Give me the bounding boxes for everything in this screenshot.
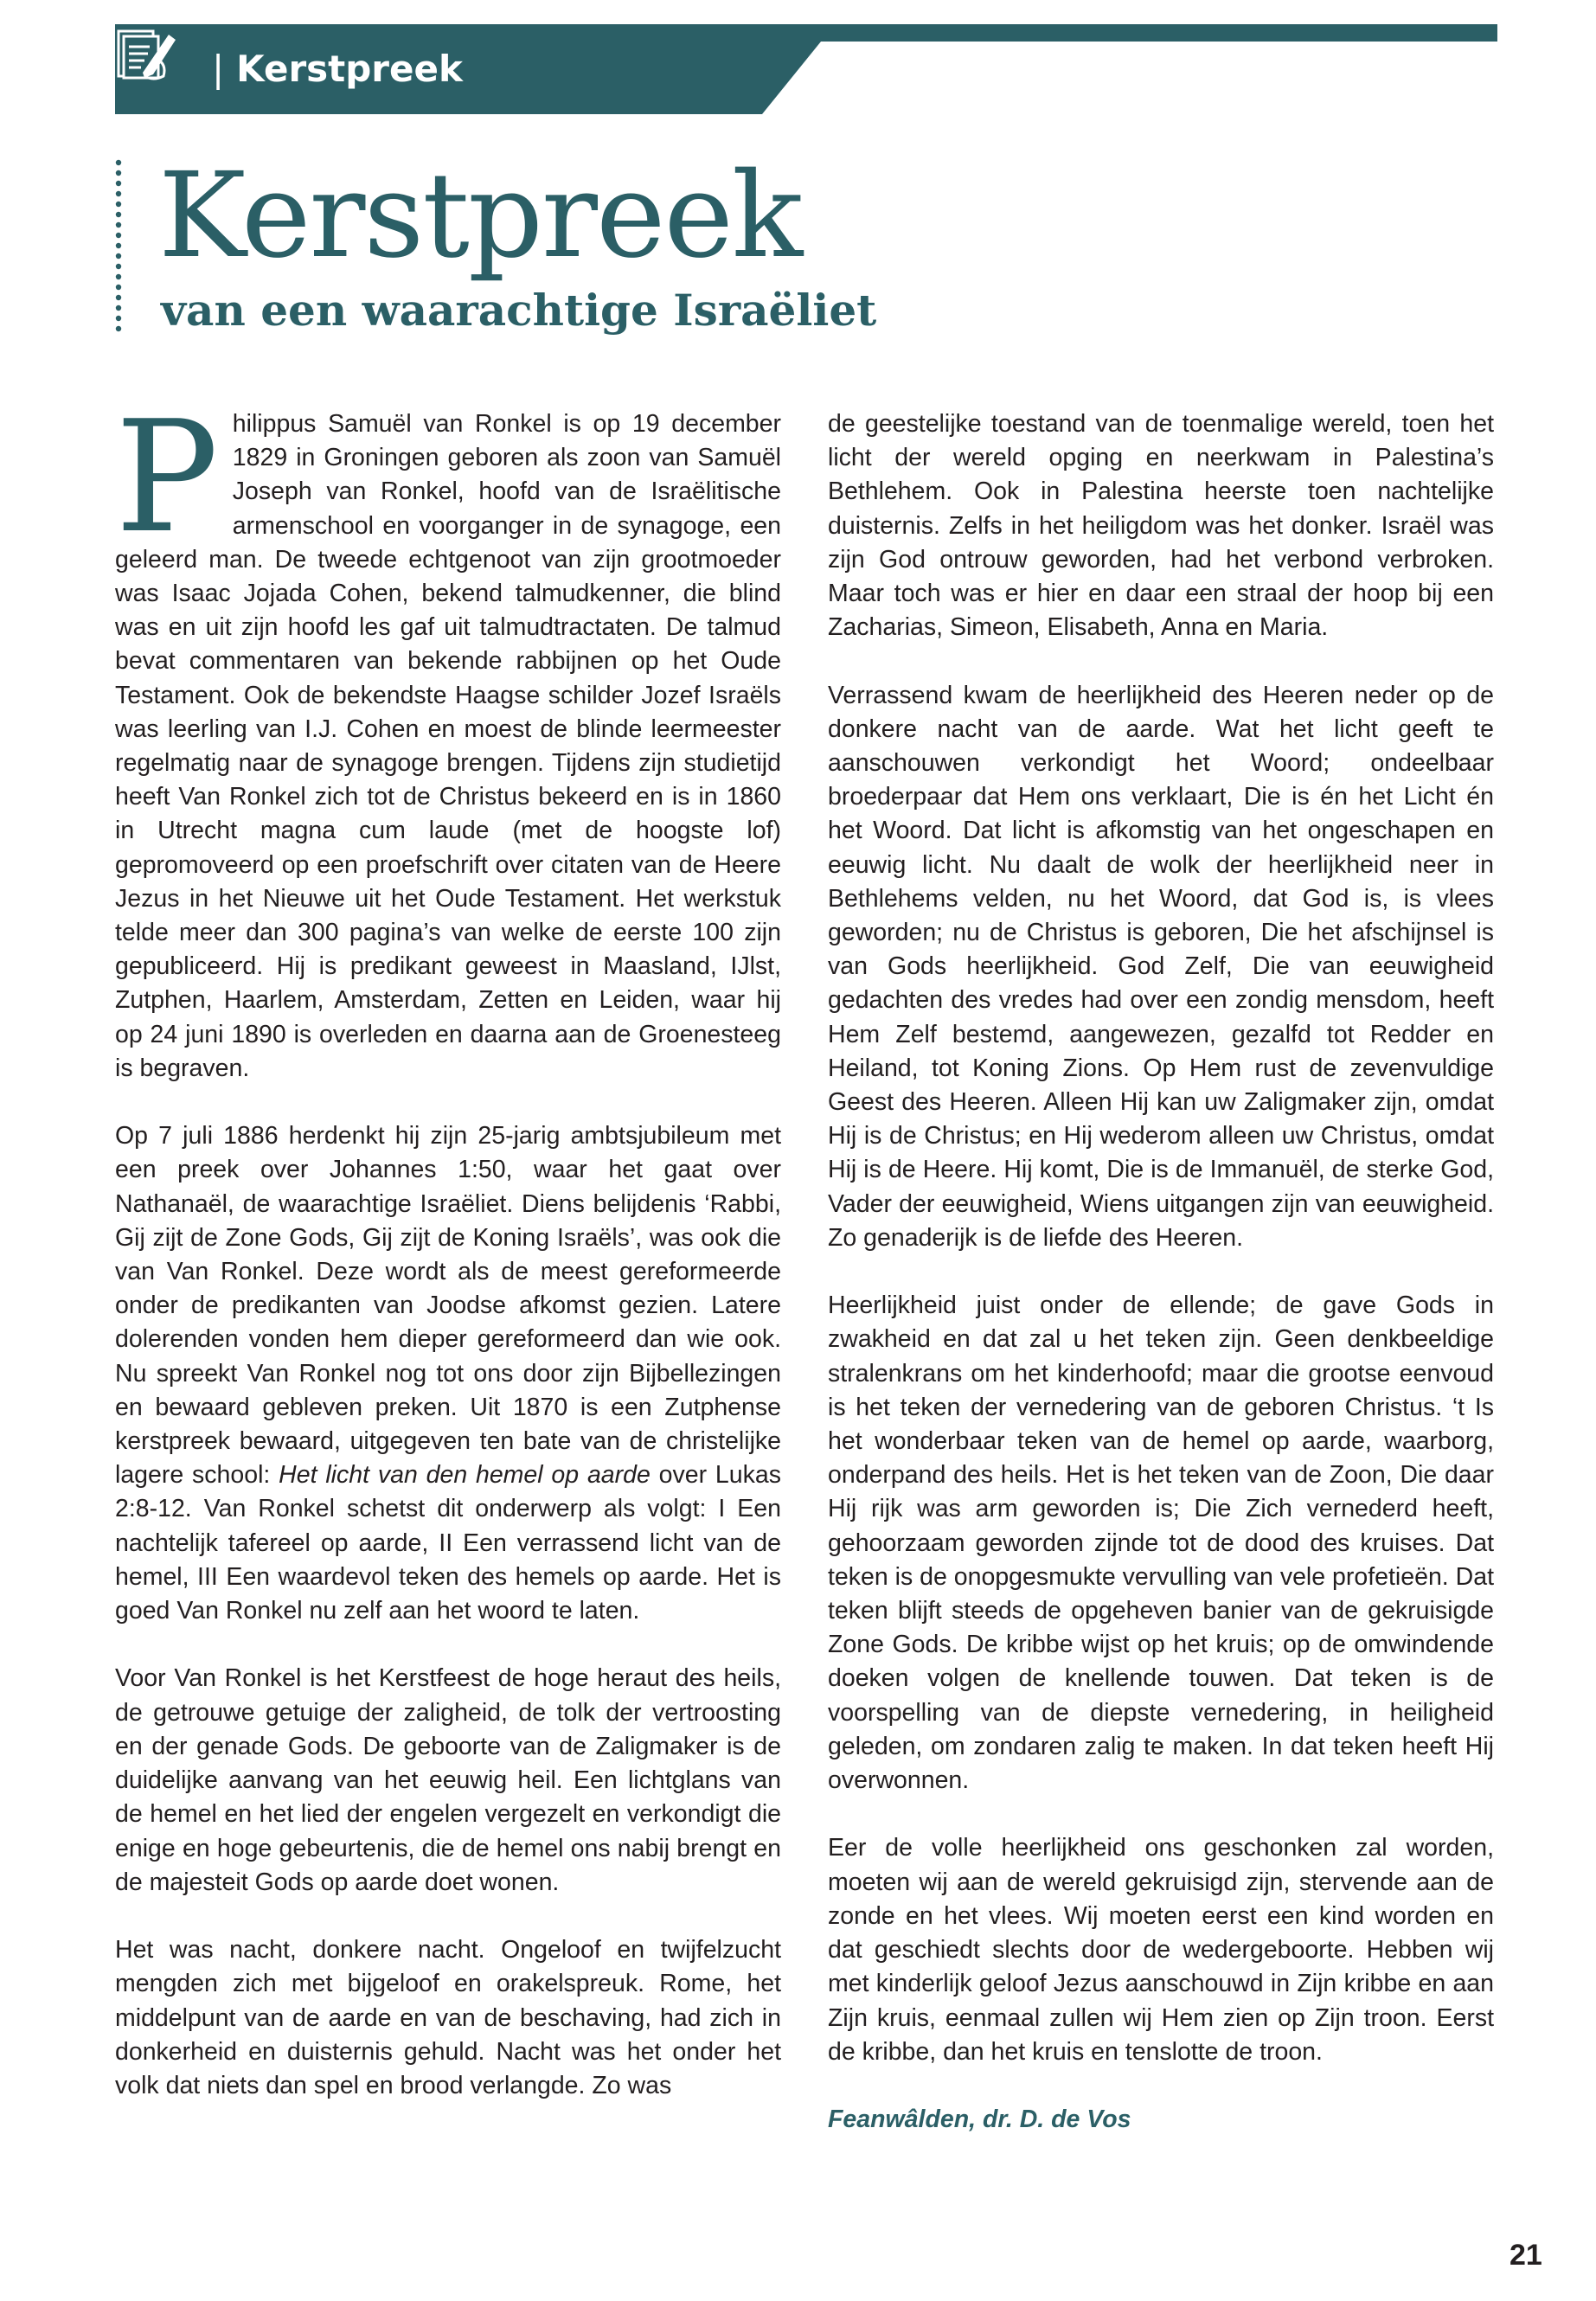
- paragraph-4-end: de geestelijke toestand van de toenmalige wereld, toen het licht der wereld opging en neerkwam in Palestina’s Bethlehem. Ook in Palestina heerste toen nachtelijke duisternis. Zelfs in het heiligdom was het donker. Israël was zijn God ontrouw geworden, had het verbond verbroken. Maar toch was er hier en daar een straal der hoop bij een Zacharias, Simeon, Elisabeth, Anna en Maria.: [828, 410, 1494, 642]
- paragraph-2-start: Op 7 juli 1886 herdenkt hij zijn 25-jarig ambtsjubileum met een preek over Johannes 1:50, waar het gaat over Nathanaël, de waarachtige Israëliet. Diens belijdenis ‘Rabbi, Gij zijt de Zone Gods, Gij zijt de Koning Israëls’, was ook die van Van Ronkel. Deze wordt als de meest gereformeerde onder de predikanten van Joodse afkomst gezien. Latere dolerenden vonden hem dieper gereformeerd dan wie ook. Nu spreekt Van Ronkel nog tot ons door zijn Bijbellezingen en bewaard gebleven preken. Uit 1870 is een Zutphense kerstpreek bewaard, uitgegeven ten bate van de christelijke lagere school:: [115, 1122, 781, 1490]
- page-number: 21: [1509, 2239, 1542, 2272]
- author-signature: Feanwâlden, dr. D. de Vos: [828, 2106, 1131, 2134]
- separator: |: [212, 48, 225, 90]
- paragraph-1-text: hilippus Samuël van Ronkel is op 19 december 1829 in Groningen geboren als zoon van Samuël Joseph van Ronkel, hoofd van de Israëlitische armenschool en voorganger in de synagoge, een geleerd man. De tweede echtgenoot van zijn grootmoeder was Isaac Jojada Cohen, bekend talmudkenner, die blind was en uit zijn hoofd les gaf uit talmudtractaten. De talmud bevat commentaren van bekende rabbijnen op het Oude Testament. Ook de bekendste Haagse schilder Jozef Israëls was leerling van I.J. Cohen en moest de blinde leermeester regelmatig naar de synagoge brengen. Tijdens zijn studietijd heeft Van Ronkel zich tot de Christus bekeerd en is in 1860 in Utrecht magna cum laude (met de hoogste lof) gepromoveerd op een proefschrift over citaten van de Heere Jezus in het Nieuwe uit het Oude Testament. Het werkstuk telde meer dan 300 pagina’s van welke de eerste 100 zijn gepubliceerd. Hij is predikant geweest in Maasland, IJlst, Zutphen, Haarlem, Amsterdam, Zetten en Leiden, waar hij op 24 juni 1890 is overleden en daarna aan de Groenesteeg is begraven.: [115, 410, 781, 1082]
- paragraph-3: Voor Van Ronkel is het Kerstfeest de hoge heraut des heils, de getrouwe getuige der zaligheid, de tolk der vertroosting en der genade Gods. De geboorte van de Zaligmaker is de duidelijke aanvang van het eeuwig heil. Een lichtglans van de hemel en het lied der engelen vergezelt en verkondigt die enige en hoge gebeurtenis, die de hemel ons nabij brengt en de majesteit Gods op aarde doet wonen.: [115, 1664, 781, 1896]
- paragraph-6: Heerlijkheid juist onder de ellende; de gave Gods in zwakheid en dat zal u het teken zijn. Geen denkbeeldige stralenkrans om het kinderhoofd; maar die grootse eenvoud is het teken der vernedering van de geboren Christus. ‘t Is het wonderbaar teken van de hemel op aarde, waarborg, onderpand des heils. Het is het teken van de Zoon, Die daar Hij rijk was arm geworden is; Die Zich vernederd heeft, gehoorzaam geworden zijnde tot de dood des kruises. Dat teken is de onopgesmukte vervulling van vele profetieën. Dat teken blijft steeds de opgeheven banier van de gekruisigde Zone Gods. De kribbe wijst op het kruis; op de omwindende doeken volgen de knellende touwen. Dat teken is de voorspelling van de diepste vernedering, in heiligheid geleden, om zondaren zalig te maken. In dat teken heeft Hij overwonnen.: [828, 1292, 1494, 1795]
- paragraph-1: [115, 388, 781, 1086]
- paragraph-7: Eer de volle heerlijkheid ons geschonken zal worden, moeten wij aan de wereld gekruisigd zijn, stervende aan de zonde en het vlees. Wij moeten eerst een kind worden en dat geschiedt slechts door de wedergeboorte. Hebben wij met kinderlijk geloof Jezus aanschouwd in Zijn kribbe en aan Zijn kruis, eenmaal zullen wij Hem zien op Zijn troon. Eerst de kribbe, dan het kruis en tenslotte de troon.: [828, 1834, 1494, 2066]
- paragraph-2-end: over Lukas 2:8-12. Van Ronkel schetst dit onderwerp als volgt: I Een nachtelijk tafereel op aarde, II Een verrassend licht van de hemel, III Een waardevol teken des hemels op aarde. Het is goed Van Ronkel nu zelf aan het woord te laten.: [115, 1461, 781, 1625]
- book-title: Het licht van den hemel op aarde: [279, 1461, 651, 1490]
- paragraph-5: Verrassend kwam de heerlijkheid des Heeren neder op de donkere nacht van de aarde. Wat het licht geeft te aanschouwen verkondigt het Woord; ondeelbaar broederpaar dat Hem ons verklaart, Die is én het Licht én het Woord. Dat licht is afkomstig van het ongeschapen en eeuwig licht. Nu daalt de wolk der heerlijkheid neer in Bethlehems velden, nu het Woord, dat God is, is vlees geworden; nu de Christus is geboren, Die het afschijnsel is van Gods heerlijkheid. God Zelf, Die van eeuwigheid gedachten des vredes had over een zondig mensdom, heeft Hem Zelf bestemd, aangewezen, gezalfd tot Redder en Heiland, tot Koning Zions. Op Hem rust de zevenvuldige Geest des Heeren. Alleen Hij kan uw Zaligmaker zijn, omdat Hij is de Christus; en Hij wederom alleen uw Christus, omdat Hij is de Heere. Hij komt, Die is de Immanuël, de sterke God, Vader der eeuwigheid, Wiens uitgangen zijn van eeuwigheid. Zo genaderijk is de liefde des Heeren.: [828, 681, 1494, 1252]
- right-column: [828, 407, 1494, 2170]
- writing-hand-icon: [115, 24, 177, 83]
- left-column: [115, 388, 781, 2137]
- section-label: [212, 45, 463, 93]
- article-subtitle: van een waarachtige Israëliet: [161, 285, 877, 336]
- drop-cap: P: [115, 388, 219, 567]
- section-label-text: Kerstpreek: [236, 48, 463, 90]
- paragraph-2: [115, 1119, 781, 1628]
- article-title: Kerstpreek: [158, 148, 802, 285]
- paragraph-4-start: Het was nacht, donkere nacht. Ongeloof en twijfelzucht mengden zich met bijgeloof en orakelspreuk. Rome, het middelpunt van de aarde en van de beschaving, had zich in donkerheid en duisternis gehuld. Nacht was het onder het volk dat niets dan spel en brood verlangde. Zo was: [115, 1936, 781, 2099]
- decorative-dots: [112, 159, 125, 332]
- section-banner: [115, 24, 1497, 114]
